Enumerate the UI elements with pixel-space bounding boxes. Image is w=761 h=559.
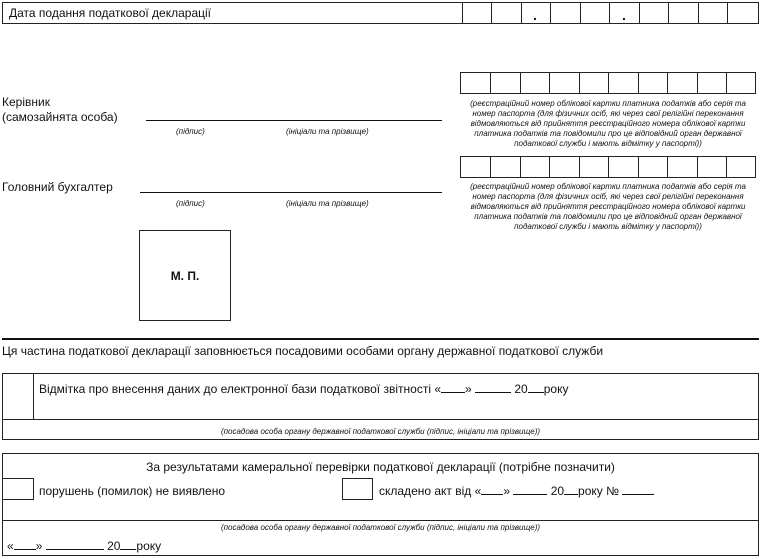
accountant-label: Головний бухгалтер — [2, 180, 113, 194]
mark-official-caption: (посадова особа органу державної податкової служби (підпис, ініціали та прізвище)) — [220, 427, 541, 436]
director-label-line2: (самозайнята особа) — [2, 110, 118, 124]
date-cell[interactable] — [668, 3, 669, 23]
date-cell[interactable] — [462, 3, 463, 23]
director-name-caption: (ініціали та прізвище) — [286, 127, 369, 136]
accountant-reg-number[interactable] — [460, 156, 756, 178]
director-label — [2, 95, 118, 125]
audit-official-caption: (посадова особа органу державної податкової служби (підпис, ініціали та прізвище)) — [220, 523, 541, 532]
date-cell[interactable] — [727, 3, 728, 23]
date-label: Дата подання податкової декларації — [9, 6, 211, 20]
mark-text: Відмітка про внесення даних до електронної бази податкової звітності « » 20 року — [39, 382, 569, 396]
data-entry-mark-box — [2, 373, 759, 440]
no-violations-checkbox[interactable] — [2, 478, 34, 500]
date-cell[interactable] — [491, 3, 492, 23]
date-cell[interactable] — [521, 3, 522, 23]
accountant-sign-caption: (підпис) — [176, 199, 205, 208]
act-checkbox[interactable] — [342, 478, 373, 500]
director-label-line1: Керівник — [2, 95, 50, 109]
director-sign-caption: (підпис) — [176, 127, 205, 136]
date-separator: . — [622, 7, 626, 23]
tax-office-heading: Ця частина податкової декларації заповнюється посадовими особами органу державної податкової служби — [2, 344, 604, 358]
audit-date: « » 20 року — [7, 539, 162, 553]
director-reg-note: (реєстраційний номер облікової картки платника податків або серія та номер паспорта (для фізичних осіб, які через свої релігійні переконання відмовляються від прийняття реєстраційного номера облікової картки платника податків та повідомили про це відповідний орган державної податкової служби і мають відмітку у паспорті)) — [470, 99, 746, 148]
no-violations-label: порушень (помилок) не виявлено — [39, 484, 226, 498]
date-row — [2, 2, 759, 24]
audit-box — [2, 453, 759, 556]
date-cell[interactable] — [580, 3, 581, 23]
mark-checkbox[interactable] — [2, 373, 34, 420]
section-divider — [2, 338, 759, 340]
date-separator: . — [533, 7, 537, 23]
date-cell[interactable] — [609, 3, 610, 23]
stamp-label: М. П. — [170, 269, 200, 283]
accountant-reg-note: (реєстраційний номер облікової картки платника податків або серія та номер паспорта (для фізичних осіб, які через свої релігійні переконання відмовляються від прийняття реєстраційного номера облікової картки платника податків та повідомили про це відповідний орган державної податкової служби і мають відмітку у паспорті)) — [470, 182, 746, 231]
stamp-box — [139, 230, 231, 321]
director-reg-number[interactable] — [460, 72, 756, 94]
accountant-signature-line[interactable] — [140, 180, 442, 193]
date-cell[interactable] — [639, 3, 640, 23]
date-cell[interactable] — [550, 3, 551, 23]
audit-title: За результатами камеральної перевірки податкової декларації (потрібне позначити) — [146, 460, 615, 474]
director-signature-line[interactable] — [146, 108, 442, 121]
accountant-name-caption: (ініціали та прізвище) — [286, 199, 369, 208]
date-cell[interactable] — [698, 3, 699, 23]
act-text: складено акт від « » 20 року № — [379, 484, 654, 498]
